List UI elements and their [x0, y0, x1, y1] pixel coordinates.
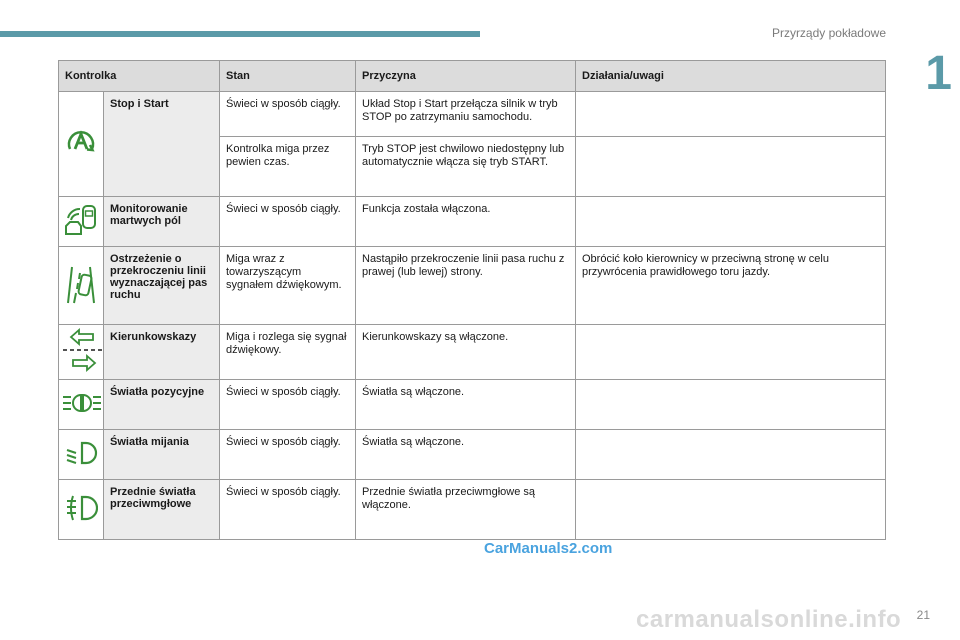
state-cell: Świeci w sposób ciągły.	[220, 197, 356, 247]
stop-start-icon	[64, 127, 98, 157]
icon-cell	[59, 247, 104, 325]
table-row	[59, 430, 886, 480]
cause-cell: Światła są włączone.	[356, 380, 576, 430]
warning-name: Światła pozycyjne	[104, 380, 220, 430]
chapter-number: 1	[925, 47, 952, 100]
carmanuals-logo[interactable]: CarManuals2.com	[484, 540, 613, 557]
action-cell	[576, 197, 886, 247]
dipped-beam-icon	[64, 440, 98, 466]
action-cell	[576, 137, 886, 197]
warning-name: Światła mijania	[104, 430, 220, 480]
action-cell	[576, 92, 886, 137]
state-cell: Miga wraz z towarzyszącym sygnałem dźwiękowym.	[220, 247, 356, 325]
table-row	[59, 247, 886, 325]
icon-cell	[59, 480, 104, 540]
state-cell: Świeci w sposób ciągły.	[220, 380, 356, 430]
table-row	[59, 197, 886, 247]
table-row	[59, 92, 886, 137]
section-title: Przyrządy pokładowe	[771, 26, 886, 40]
col-header-dzialania: Działania/uwagi	[576, 61, 886, 92]
action-cell	[576, 430, 886, 480]
icon-cell	[59, 197, 104, 247]
top-accent-bar	[0, 31, 480, 37]
cause-cell: Tryb STOP jest chwilowo niedostępny lub automatycznie włącza się tryb START.	[356, 137, 576, 197]
action-cell	[576, 380, 886, 430]
blind-spot-icon	[61, 200, 101, 240]
col-header-przyczyna: Przyczyna	[356, 61, 576, 92]
state-cell: Świeci w sposób ciągły.	[220, 480, 356, 540]
state-cell: Kontrolka miga przez pewien czas.	[220, 137, 356, 197]
icon-cell	[59, 380, 104, 430]
warning-name: Przednie światła przeciwmgłowe	[104, 480, 220, 540]
state-cell: Miga i rozlega się sygnał dźwiękowy.	[220, 325, 356, 380]
action-cell	[576, 325, 886, 380]
cause-cell: Kierunkowskazy są włączone.	[356, 325, 576, 380]
warning-name: Monitorowanie martwych pól	[104, 197, 220, 247]
icon-cell	[59, 92, 104, 197]
action-cell	[576, 480, 886, 540]
warning-name: Ostrzeżenie o przekroczeniu linii wyznaczającej pas ruchu	[104, 247, 220, 325]
icon-cell	[59, 325, 104, 380]
warning-name: Kierunkowskazy	[104, 325, 220, 380]
table-row	[59, 325, 886, 380]
col-header-kontrolka: Kontrolka	[59, 61, 220, 92]
table-row	[59, 380, 886, 430]
front-fog-light-icon	[64, 494, 98, 522]
action-cell: Obrócić koło kierownicy w przeciwną stronę w celu przywrócenia prawidłowego toru jazdy.	[576, 247, 886, 325]
table-row	[59, 480, 886, 540]
lane-departure-icon	[62, 263, 100, 305]
warning-lights-table	[58, 60, 886, 540]
table-header-row	[59, 61, 886, 92]
icon-cell	[59, 430, 104, 480]
col-header-stan: Stan	[220, 61, 356, 92]
warning-name: Stop i Start	[104, 92, 220, 197]
cause-cell: Funkcja została włączona.	[356, 197, 576, 247]
cause-cell: Nastąpiło przekroczenie linii pasa ruchu z prawej (lub lewej) strony.	[356, 247, 576, 325]
cause-cell: Układ Stop i Start przełącza silnik w tryb STOP po zatrzymaniu samochodu.	[356, 92, 576, 137]
sidelights-icon	[61, 391, 103, 415]
turn-signal-icon	[61, 327, 105, 373]
page-number: 21	[916, 608, 930, 622]
state-cell: Świeci w sposób ciągły.	[220, 92, 356, 137]
cause-cell: Światła są włączone.	[356, 430, 576, 480]
cause-cell: Przednie światła przeciwmgłowe są włączone.	[356, 480, 576, 540]
state-cell: Świeci w sposób ciągły.	[220, 430, 356, 480]
watermark-site-text: carmanualsonline.info	[636, 606, 902, 633]
